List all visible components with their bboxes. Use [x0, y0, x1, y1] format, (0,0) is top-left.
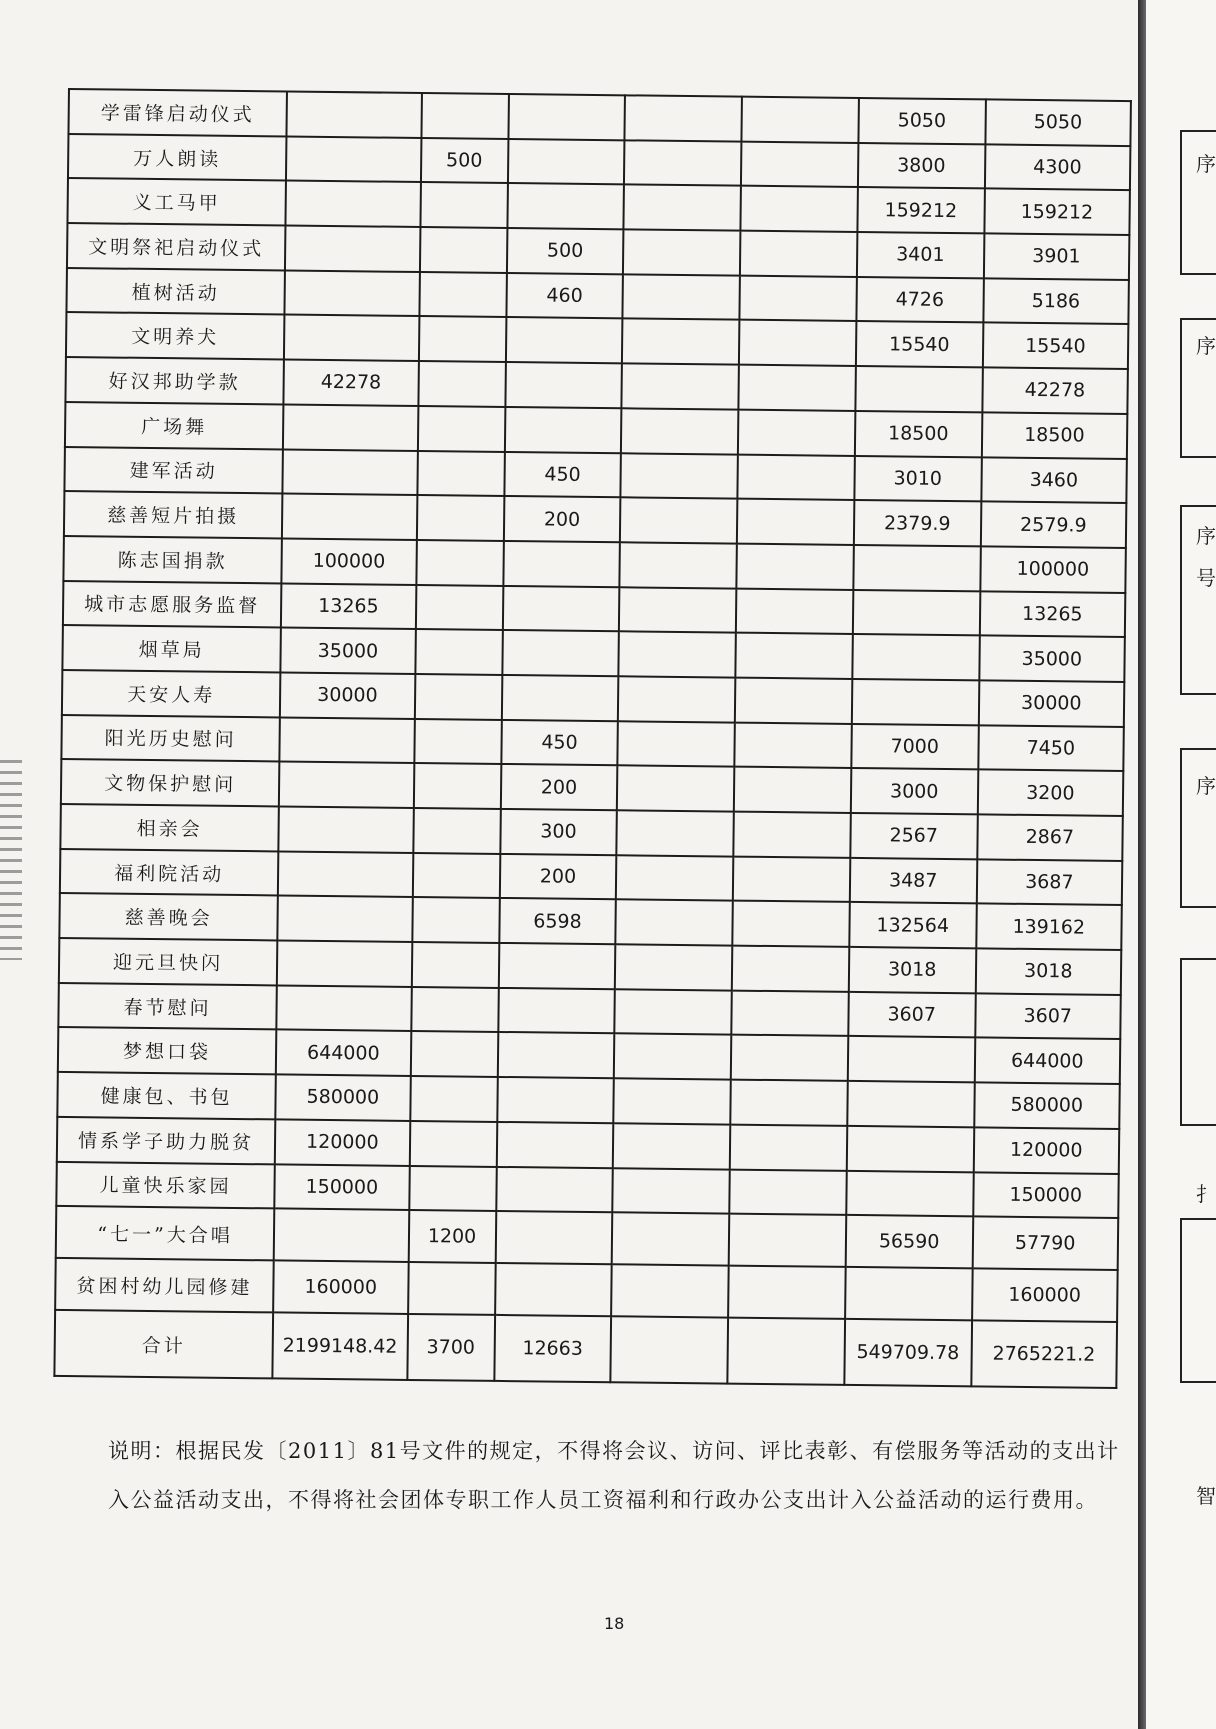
activity-name-cell: 文明祭祀启动仪式 [67, 223, 286, 270]
amount-cell: 2765221.2 [971, 1321, 1117, 1389]
amount-cell [740, 186, 857, 232]
amount-cell: 6598 [499, 898, 616, 944]
amount-cell: 580000 [275, 1075, 410, 1121]
activity-name-cell: 好汉邦助学款 [65, 357, 284, 404]
amount-cell: 2867 [977, 814, 1123, 860]
activity-name-cell: 合计 [54, 1310, 273, 1378]
adjacent-table-fragment [1180, 958, 1216, 1126]
amount-cell [502, 586, 619, 632]
amount-cell [852, 634, 979, 680]
amount-cell [616, 855, 733, 901]
amount-cell: 120000 [275, 1119, 410, 1165]
amount-cell [735, 678, 852, 724]
amount-cell [495, 1263, 612, 1316]
amount-cell: 2379.9 [854, 500, 981, 546]
amount-cell [730, 1080, 847, 1126]
amount-cell [418, 316, 506, 362]
amount-cell: 4300 [984, 144, 1130, 190]
amount-cell [621, 453, 738, 499]
amount-cell [621, 408, 738, 454]
amount-cell: 7450 [978, 725, 1124, 771]
amount-cell: 500 [420, 138, 508, 184]
amount-cell: 3010 [854, 455, 981, 501]
amount-cell [412, 853, 500, 899]
amount-cell [733, 856, 850, 902]
amount-cell [507, 139, 624, 185]
amount-cell [729, 1169, 846, 1215]
note-paragraph: 说明：根据民发〔2011〕81号文件的规定，不得将会议、访问、评比表彰、有偿服务等活动的支出计入公益活动支出，不得将社会团体专职工作人员工资福利和行政办公支出计入公益活动的运行费用。 [108, 1439, 1120, 1512]
activity-name-cell: 文物保护慰问 [61, 759, 280, 806]
amount-cell [419, 227, 507, 273]
amount-cell [412, 897, 500, 943]
amount-cell [287, 91, 422, 137]
amount-cell [623, 274, 740, 320]
amount-cell [625, 95, 742, 141]
activity-name-cell: 城市志愿服务监督 [63, 581, 282, 628]
amount-cell [497, 1077, 614, 1123]
amount-cell [736, 543, 853, 589]
amount-cell [415, 629, 503, 675]
amount-cell [278, 851, 413, 897]
amount-cell [285, 226, 420, 272]
amount-cell [847, 1126, 974, 1172]
amount-cell: 160000 [273, 1261, 408, 1315]
amount-cell [411, 942, 499, 988]
amount-cell [420, 182, 508, 228]
amount-cell [728, 1266, 845, 1319]
amount-cell [739, 320, 856, 366]
activity-name-cell: 相亲会 [60, 804, 279, 851]
amount-cell [496, 1122, 613, 1168]
amount-cell [732, 946, 849, 992]
amount-cell [848, 1036, 975, 1082]
activity-name-cell: 植树活动 [66, 268, 285, 315]
amount-cell [417, 406, 505, 452]
amount-cell: 7000 [851, 724, 978, 770]
amount-cell: 2199148.42 [272, 1313, 407, 1381]
amount-cell: 644000 [276, 1030, 411, 1076]
amount-cell [613, 1168, 730, 1214]
amount-cell [737, 454, 854, 500]
amount-cell: 450 [501, 720, 618, 766]
amount-cell [617, 810, 734, 856]
amount-cell [736, 588, 853, 634]
amount-cell [852, 679, 979, 725]
amount-cell [410, 1031, 498, 1077]
amount-cell: 3901 [983, 233, 1129, 279]
amount-cell [503, 541, 620, 587]
amount-cell [408, 1262, 496, 1315]
amount-cell [505, 362, 622, 408]
amount-cell [622, 319, 739, 365]
amount-cell: 150000 [973, 1172, 1119, 1218]
amount-cell [614, 1034, 731, 1080]
amount-cell: 100000 [980, 546, 1126, 592]
amount-cell [738, 409, 855, 455]
amount-cell: 549709.78 [844, 1319, 971, 1386]
adjacent-text: 序 [1196, 334, 1216, 358]
amount-cell [612, 1212, 729, 1265]
amount-cell: 18500 [855, 411, 982, 457]
amount-cell [855, 366, 982, 412]
activity-name-cell: 阳光历史慰问 [61, 715, 280, 762]
amount-cell: 3401 [857, 232, 984, 278]
amount-cell [623, 229, 740, 275]
amount-cell [497, 1032, 614, 1078]
amount-cell [735, 633, 852, 679]
amount-cell: 100000 [282, 538, 417, 584]
amount-cell [734, 722, 851, 768]
amount-cell: 3200 [977, 770, 1123, 816]
amount-cell [737, 499, 854, 545]
amount-cell: 5186 [983, 278, 1129, 324]
amount-cell: 500 [506, 228, 623, 274]
amount-cell [276, 985, 411, 1031]
amount-cell [734, 767, 851, 813]
amount-cell [417, 450, 505, 496]
amount-cell [277, 940, 412, 986]
amount-cell: 3018 [975, 948, 1121, 994]
scan-edge-marks [0, 760, 22, 960]
activity-name-cell: 春节慰问 [58, 983, 277, 1030]
amount-cell [615, 944, 732, 990]
adjacent-text: 序 [1196, 524, 1216, 548]
activity-name-cell: 慈善短片拍摄 [64, 491, 283, 538]
amount-cell [853, 590, 980, 636]
amount-cell: 159212 [857, 187, 984, 233]
amount-cell: 132564 [849, 902, 976, 948]
amount-cell [740, 231, 857, 277]
adjacent-text: 序 [1196, 152, 1216, 176]
activity-name-cell: 建军活动 [64, 446, 283, 493]
amount-cell: 30000 [978, 680, 1124, 726]
amount-cell: 35000 [979, 636, 1125, 682]
amount-cell [413, 808, 501, 854]
amount-cell: 3687 [976, 859, 1122, 905]
amount-cell [729, 1214, 846, 1267]
amount-cell: 120000 [973, 1127, 1119, 1173]
amount-cell [279, 762, 414, 808]
amount-cell [505, 317, 622, 363]
amount-cell [739, 275, 856, 321]
activity-name-cell: 健康包、书包 [57, 1072, 276, 1119]
activity-name-cell: 陈志国捐款 [63, 536, 282, 583]
amount-cell [285, 270, 420, 316]
amount-cell [414, 674, 502, 720]
amount-cell [495, 1211, 612, 1264]
amount-cell [614, 1078, 731, 1124]
amount-cell [616, 900, 733, 946]
activity-name-cell: “七一”大合唱 [56, 1206, 275, 1260]
amount-cell [618, 721, 735, 767]
amount-cell: 3700 [407, 1314, 495, 1381]
amount-cell [730, 1124, 847, 1170]
amount-cell [409, 1165, 497, 1211]
amount-cell [620, 542, 737, 588]
amount-cell [619, 587, 736, 633]
amount-cell [504, 407, 621, 453]
amount-cell: 13265 [281, 583, 416, 629]
activity-name-cell: 学雷锋启动仪式 [68, 89, 287, 136]
amount-cell [611, 1316, 729, 1383]
amount-cell: 3460 [981, 457, 1127, 503]
amount-cell [277, 896, 412, 942]
amount-cell: 460 [506, 273, 623, 319]
amount-cell [618, 676, 735, 722]
page-number: 18 [604, 1614, 625, 1633]
amount-cell: 580000 [974, 1082, 1120, 1128]
adjacent-text: 号 [1196, 566, 1216, 590]
expenditure-table [53, 88, 1132, 1389]
amount-cell [421, 93, 509, 139]
amount-cell [286, 136, 421, 182]
amount-cell: 3018 [849, 947, 976, 993]
amount-cell [615, 989, 732, 1035]
amount-cell: 3607 [975, 993, 1121, 1039]
amount-cell [742, 97, 859, 143]
amount-cell [846, 1170, 973, 1216]
amount-cell [282, 494, 417, 540]
amount-cell [624, 185, 741, 231]
amount-cell [845, 1267, 972, 1320]
amount-cell: 200 [503, 496, 620, 542]
activity-name-cell: 烟草局 [62, 625, 281, 672]
amount-cell: 42278 [284, 360, 419, 406]
amount-cell [416, 540, 504, 586]
amount-cell [619, 632, 736, 678]
amount-cell [731, 990, 848, 1036]
amount-cell [738, 365, 855, 411]
activity-name-cell: 文明养犬 [66, 312, 285, 359]
amount-cell [284, 315, 419, 361]
adjacent-text: 扌 [1196, 1182, 1216, 1206]
amount-cell [733, 812, 850, 858]
amount-cell: 139162 [976, 904, 1122, 950]
amount-cell [279, 717, 414, 763]
amount-cell [419, 272, 507, 318]
amount-cell: 300 [500, 809, 617, 855]
amount-cell [416, 495, 504, 541]
amount-cell [418, 361, 506, 407]
amount-cell [508, 94, 625, 140]
amount-cell: 160000 [972, 1269, 1118, 1323]
activity-name-cell: 义工马甲 [67, 178, 286, 225]
activity-name-cell: 梦想口袋 [58, 1027, 277, 1074]
activity-name-cell: 迎元旦快闪 [59, 938, 278, 985]
amount-cell: 450 [504, 451, 621, 497]
amount-cell [613, 1123, 730, 1169]
activity-name-cell: 贫困村幼儿园修建 [55, 1258, 274, 1312]
amount-cell [741, 141, 858, 187]
amount-cell: 56590 [846, 1215, 973, 1268]
amount-cell [409, 1121, 497, 1167]
amount-cell [411, 987, 499, 1033]
amount-cell: 4726 [856, 277, 983, 323]
amount-cell [620, 497, 737, 543]
amount-cell: 200 [500, 764, 617, 810]
amount-cell: 15540 [856, 321, 983, 367]
amount-cell [286, 181, 421, 227]
amount-cell [278, 806, 413, 852]
amount-cell: 35000 [281, 628, 416, 674]
amount-cell: 150000 [274, 1164, 409, 1210]
amount-cell [501, 675, 618, 721]
amount-cell: 3607 [848, 992, 975, 1038]
activity-name-cell: 情系学子助力脱贫 [57, 1117, 276, 1164]
amount-cell: 644000 [974, 1038, 1120, 1084]
amount-cell [283, 449, 418, 495]
amount-cell: 3487 [850, 858, 977, 904]
activity-name-cell: 广场舞 [65, 402, 284, 449]
amount-cell: 15540 [982, 323, 1128, 369]
amount-cell: 200 [499, 854, 616, 900]
amount-cell [624, 140, 741, 186]
amount-cell: 159212 [984, 189, 1130, 235]
activity-name-cell: 慈善晚会 [59, 893, 278, 940]
amount-cell: 2567 [850, 813, 977, 859]
amount-cell: 2579.9 [980, 502, 1126, 548]
amount-cell [283, 404, 418, 450]
amount-cell [611, 1264, 728, 1317]
amount-cell: 57790 [972, 1217, 1118, 1271]
amount-cell [496, 1166, 613, 1212]
amount-cell [727, 1318, 845, 1385]
amount-cell [847, 1081, 974, 1127]
adjacent-table-fragment [1180, 1218, 1216, 1383]
amount-cell [274, 1209, 409, 1263]
activity-name-cell: 福利院活动 [60, 849, 279, 896]
amount-cell: 18500 [981, 412, 1127, 458]
activity-name-cell: 儿童快乐家园 [56, 1161, 275, 1208]
total-row [54, 1310, 1117, 1388]
amount-cell [414, 719, 502, 765]
amount-cell [413, 763, 501, 809]
amount-cell [498, 943, 615, 989]
page-binding-edge [1138, 0, 1146, 1729]
amount-cell [617, 766, 734, 812]
amount-cell: 30000 [280, 672, 415, 718]
activity-name-cell: 万人朗读 [68, 134, 287, 181]
amount-cell [507, 183, 624, 229]
adjacent-text: 智 [1196, 1484, 1216, 1508]
amount-cell: 42278 [982, 368, 1128, 414]
amount-cell [502, 630, 619, 676]
amount-cell [415, 585, 503, 631]
adjacent-text: 序 [1196, 774, 1216, 798]
amount-cell: 12663 [494, 1315, 612, 1382]
amount-cell [732, 901, 849, 947]
amount-cell: 1200 [408, 1210, 496, 1263]
amount-cell: 5050 [858, 98, 985, 144]
amount-cell [853, 545, 980, 591]
amount-cell [731, 1035, 848, 1081]
amount-cell [410, 1076, 498, 1122]
amount-cell: 3000 [851, 768, 978, 814]
amount-cell [498, 988, 615, 1034]
amount-cell: 5050 [985, 99, 1131, 145]
amount-cell [622, 363, 739, 409]
activity-name-cell: 天安人寿 [62, 670, 281, 717]
amount-cell: 13265 [979, 591, 1125, 637]
amount-cell: 3800 [858, 143, 985, 189]
